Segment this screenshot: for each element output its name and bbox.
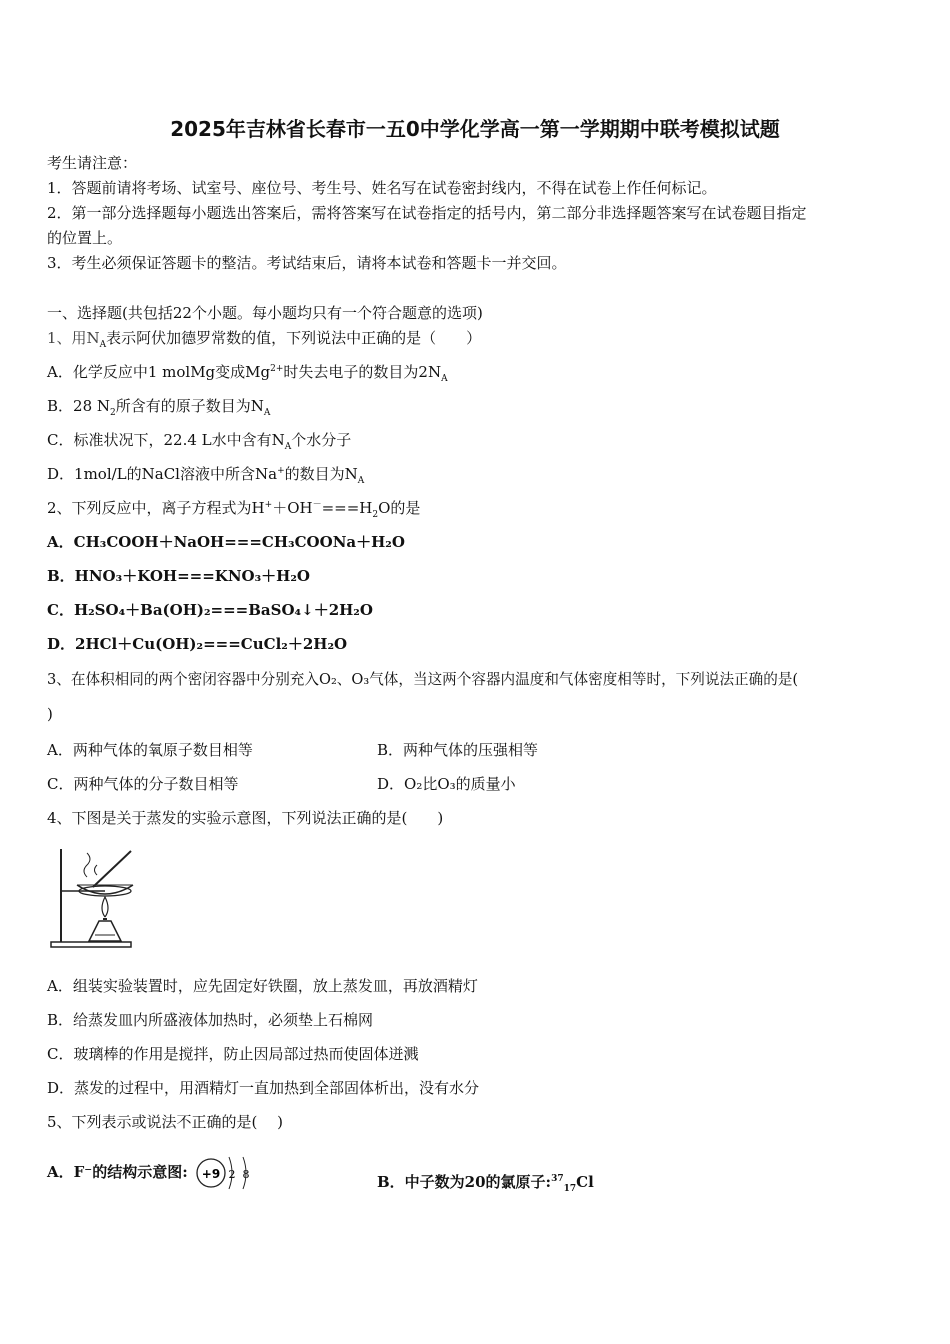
q5-option-b: B．中子数为20的氯原子:$^{37}_{17}$Cl — [377, 1173, 594, 1194]
shell-1-electrons: 2 — [228, 1168, 236, 1181]
notice-item: 3．考生必须保证答题卡的整洁。考试结束后，请将本试卷和答题卡一并交回。 — [47, 254, 567, 272]
question-4-stem: 4、下图是关于蒸发的实验示意图，下列说法正确的是( ) — [47, 809, 444, 827]
question-2-stem: 2、下列反应中，离子方程式为$H^++OH^-===H_2O$的是 — [47, 499, 421, 520]
question-1-stem: 1、用$N_A$表示阿伏加德罗常数的值，下列说法中正确的是（ ） — [47, 329, 482, 350]
question-5-stem: 5、下列表示或说法不正确的是( ) — [47, 1113, 284, 1131]
q4-option-d: D．蒸发的过程中，用酒精灯一直加热到全部固体析出，没有水分 — [47, 1079, 480, 1097]
q3-option-c: C．两种气体的分子数目相等 — [47, 775, 239, 793]
page-title: 2025年吉林省长春市一五0中学化学高一第一学期期中联考模拟试题 — [170, 117, 780, 141]
q2-option-c: C．H₂SO₄＋Ba(OH)₂===BaSO₄↓＋2H₂O — [47, 601, 373, 619]
section-heading: 一、选择题(共包括22个小题。每小题均只有一个符合题意的选项) — [47, 304, 483, 322]
q3-option-a: A．两种气体的氧原子数目相等 — [47, 741, 253, 759]
notice-item: 的位置上。 — [47, 229, 123, 247]
q1-option-a: A．化学反应中1 molMg变成$Mg^{2+}$时失去电子的数目为$2N_A$ — [47, 363, 448, 384]
nucleus-charge: +9 — [201, 1167, 221, 1181]
q4-option-c: C．玻璃棒的作用是搅拌，防止因局部过热而使固体迸溅 — [47, 1045, 419, 1063]
q4-option-b: B．给蒸发皿内所盛液体加热时，必须垫上石棉网 — [47, 1011, 374, 1029]
q3-option-d: D．O₂比O₃的质量小 — [377, 775, 516, 793]
question-3-stem-cont: ) — [47, 705, 53, 723]
fluoride-ion-structure-diagram — [193, 1153, 257, 1193]
q1-option-d: D．1mol/L的NaCl溶液中所含Na+的数目为$N_A$ — [47, 465, 365, 486]
notice-item: 1．答题前请将考场、试室号、座位号、考生号、姓名写在试卷密封线内，不得在试卷上作任何标记。 — [47, 179, 717, 197]
q1-option-c: C．标准状况下，22.4 L水中含有$N_A$个水分子 — [47, 431, 352, 452]
q2-option-d: D．2HCl＋Cu(OH)₂===CuCl₂＋2H₂O — [47, 635, 348, 653]
q2-option-a: A．CH₃COOH＋NaOH===CH₃COONa＋H₂O — [47, 533, 405, 551]
q2-option-b: B．HNO₃＋KOH===KNO₃＋H₂O — [47, 567, 310, 585]
q4-option-a: A．组装实验装置时，应先固定好铁圈，放上蒸发皿，再放酒精灯 — [47, 977, 478, 995]
shell-2-electrons: 8 — [242, 1168, 250, 1181]
q1-option-b: B．28 $N_2$所含有的原子数目为$N_A$ — [47, 397, 271, 418]
notice-item: 2．第一部分选择题每小题选出答案后，需将答案写在试卷指定的括号内，第二部分非选择题答案写在试卷题目指定 — [47, 204, 807, 222]
notice-heading: 考生请注意： — [47, 154, 138, 172]
question-3-stem: 3、在体积相同的两个密闭容器中分别充入O₂、O₃气体，当这两个容器内温度和气体密度相等时，下列说法正确的是( — [47, 671, 799, 688]
q5-option-a: A．F⁻的结构示意图: +9 2 8 — [47, 1152, 257, 1192]
q3-option-b: B．两种气体的压强相等 — [377, 741, 539, 759]
evaporation-apparatus-figure — [47, 845, 137, 951]
